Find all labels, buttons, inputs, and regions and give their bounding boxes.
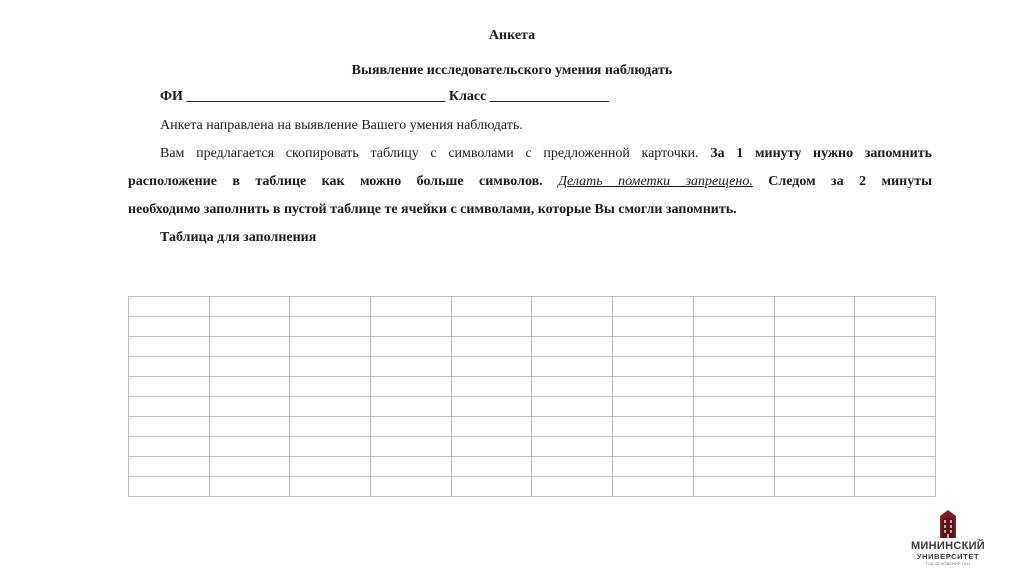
table-cell xyxy=(693,457,774,477)
document-title: Анкета xyxy=(488,28,536,43)
table-cell xyxy=(209,437,290,457)
intro-text: Анкета направлена на выявление Вашего умения наблюдать. xyxy=(160,118,523,133)
fill-in-table xyxy=(128,296,936,497)
table-cell xyxy=(290,417,371,437)
table-cell xyxy=(855,457,936,477)
table-cell xyxy=(371,377,452,397)
table-cell xyxy=(209,357,290,377)
table-cell xyxy=(774,457,855,477)
table-cell xyxy=(613,377,694,397)
table-cell xyxy=(693,377,774,397)
table-cell xyxy=(855,317,936,337)
table-cell xyxy=(129,317,210,337)
table-cell xyxy=(129,437,210,457)
table-cell xyxy=(371,477,452,497)
table-cell xyxy=(532,437,613,457)
table-row xyxy=(129,477,936,497)
table-cell xyxy=(451,397,532,417)
table-cell xyxy=(855,337,936,357)
name-blank: _____________________________________ xyxy=(186,89,446,104)
table-row xyxy=(129,417,936,437)
table-cell xyxy=(209,377,290,397)
table-row xyxy=(129,397,936,417)
table-cell xyxy=(855,437,936,457)
table-cell xyxy=(451,297,532,317)
table-cell xyxy=(613,317,694,337)
table-cell xyxy=(693,417,774,437)
table-cell xyxy=(693,437,774,457)
table-cell xyxy=(613,437,694,457)
table-cell xyxy=(532,377,613,397)
table-row xyxy=(129,317,936,337)
table-cell xyxy=(290,357,371,377)
table-cell xyxy=(129,417,210,437)
table-cell xyxy=(451,417,532,437)
table-cell xyxy=(774,397,855,417)
table-cell xyxy=(855,377,936,397)
table-cell xyxy=(693,397,774,417)
table-row xyxy=(129,357,936,377)
table-cell xyxy=(209,337,290,357)
table-cell xyxy=(774,337,855,357)
table-cell xyxy=(290,337,371,357)
table-cell xyxy=(774,317,855,337)
table-cell xyxy=(451,317,532,337)
table-cell xyxy=(532,397,613,417)
logo-text xyxy=(900,540,996,566)
table-cell xyxy=(451,377,532,397)
table-cell xyxy=(532,297,613,317)
table-cell xyxy=(209,417,290,437)
table-cell xyxy=(371,317,452,337)
table-cell xyxy=(290,477,371,497)
table-cell xyxy=(209,397,290,417)
class-blank: _________________ xyxy=(489,89,609,104)
table-cell xyxy=(855,357,936,377)
table-cell xyxy=(774,357,855,377)
table-cell xyxy=(613,357,694,377)
table-cell xyxy=(774,417,855,437)
instruction-bold-1: За 1 минуту нужно запомнить xyxy=(710,146,933,161)
instruction-bold-2-end: Следом за 2 минуты xyxy=(768,174,933,189)
table-cell xyxy=(855,477,936,497)
instruction-bold-2: расположение в таблице как можно больше символов. xyxy=(128,174,543,189)
table-cell xyxy=(290,377,371,397)
table-cell xyxy=(129,337,210,357)
table-cell xyxy=(613,397,694,417)
table-cell xyxy=(855,397,936,417)
table-cell xyxy=(209,317,290,337)
table-cell xyxy=(774,477,855,497)
table-cell xyxy=(290,437,371,457)
table-cell xyxy=(693,337,774,357)
instruction-prohibited: Делать пометки запрещено. xyxy=(558,174,753,189)
table-cell xyxy=(371,437,452,457)
table-cell xyxy=(451,337,532,357)
instruction-line-1 xyxy=(160,145,932,163)
table-cell xyxy=(290,317,371,337)
logo-tagline: ГОД ОСНОВАНИЯ 1911 xyxy=(925,561,971,566)
table-cell xyxy=(693,477,774,497)
table-cell xyxy=(129,297,210,317)
table-cell xyxy=(129,357,210,377)
logo-name: МИНИНСКИЙ xyxy=(910,540,986,552)
table-cell xyxy=(129,457,210,477)
class-label: Класс xyxy=(448,89,487,104)
table-cell xyxy=(451,357,532,377)
table-cell xyxy=(209,457,290,477)
instruction-line-2 xyxy=(128,173,932,191)
table-cell xyxy=(613,477,694,497)
table-cell xyxy=(774,377,855,397)
university-building-icon xyxy=(900,508,996,540)
instruction-normal: Вам предлагается скопировать таблицу с символами с предложенной карточки. xyxy=(160,146,699,161)
table-row xyxy=(129,437,936,457)
table-cell xyxy=(693,357,774,377)
table-cell xyxy=(371,457,452,477)
table-cell xyxy=(451,437,532,457)
table-cell xyxy=(613,297,694,317)
table-cell xyxy=(371,417,452,437)
table-cell xyxy=(290,297,371,317)
table-cell xyxy=(693,317,774,337)
table-cell xyxy=(613,337,694,357)
table-cell xyxy=(129,397,210,417)
table-cell xyxy=(290,457,371,477)
table-row xyxy=(129,457,936,477)
table-cell xyxy=(532,357,613,377)
name-class-line xyxy=(160,88,932,106)
table-cell xyxy=(532,477,613,497)
table-cell xyxy=(613,457,694,477)
table-cell xyxy=(532,457,613,477)
table-cell xyxy=(371,357,452,377)
table-row xyxy=(129,297,936,317)
table-cell xyxy=(451,477,532,497)
table-cell xyxy=(774,437,855,457)
table-cell xyxy=(855,297,936,317)
table-cell xyxy=(290,397,371,417)
table-cell xyxy=(693,297,774,317)
table-cell xyxy=(129,377,210,397)
table-cell xyxy=(451,457,532,477)
table-cell xyxy=(774,297,855,317)
table-cell xyxy=(371,337,452,357)
table-cell xyxy=(209,297,290,317)
table-cell xyxy=(371,397,452,417)
table-cell xyxy=(855,417,936,437)
table-cell xyxy=(532,317,613,337)
logo-sub: УНИВЕРСИТЕТ xyxy=(916,552,980,561)
table-cell xyxy=(613,417,694,437)
table-cell xyxy=(532,337,613,357)
table-cell xyxy=(129,477,210,497)
table-cell xyxy=(371,297,452,317)
table-row xyxy=(129,337,936,357)
instruction-line-3: необходимо заполнить в пустой таблице те ячейки с символами, которые Вы смогли запомнить. xyxy=(128,202,737,217)
name-label: ФИ xyxy=(160,89,183,104)
document-subtitle: Выявление исследовательского умения наблюдать xyxy=(351,63,673,78)
table-heading: Таблица для заполнения xyxy=(160,230,317,245)
table-row xyxy=(129,377,936,397)
table-cell xyxy=(209,477,290,497)
university-logo xyxy=(900,508,996,568)
table-cell xyxy=(532,417,613,437)
